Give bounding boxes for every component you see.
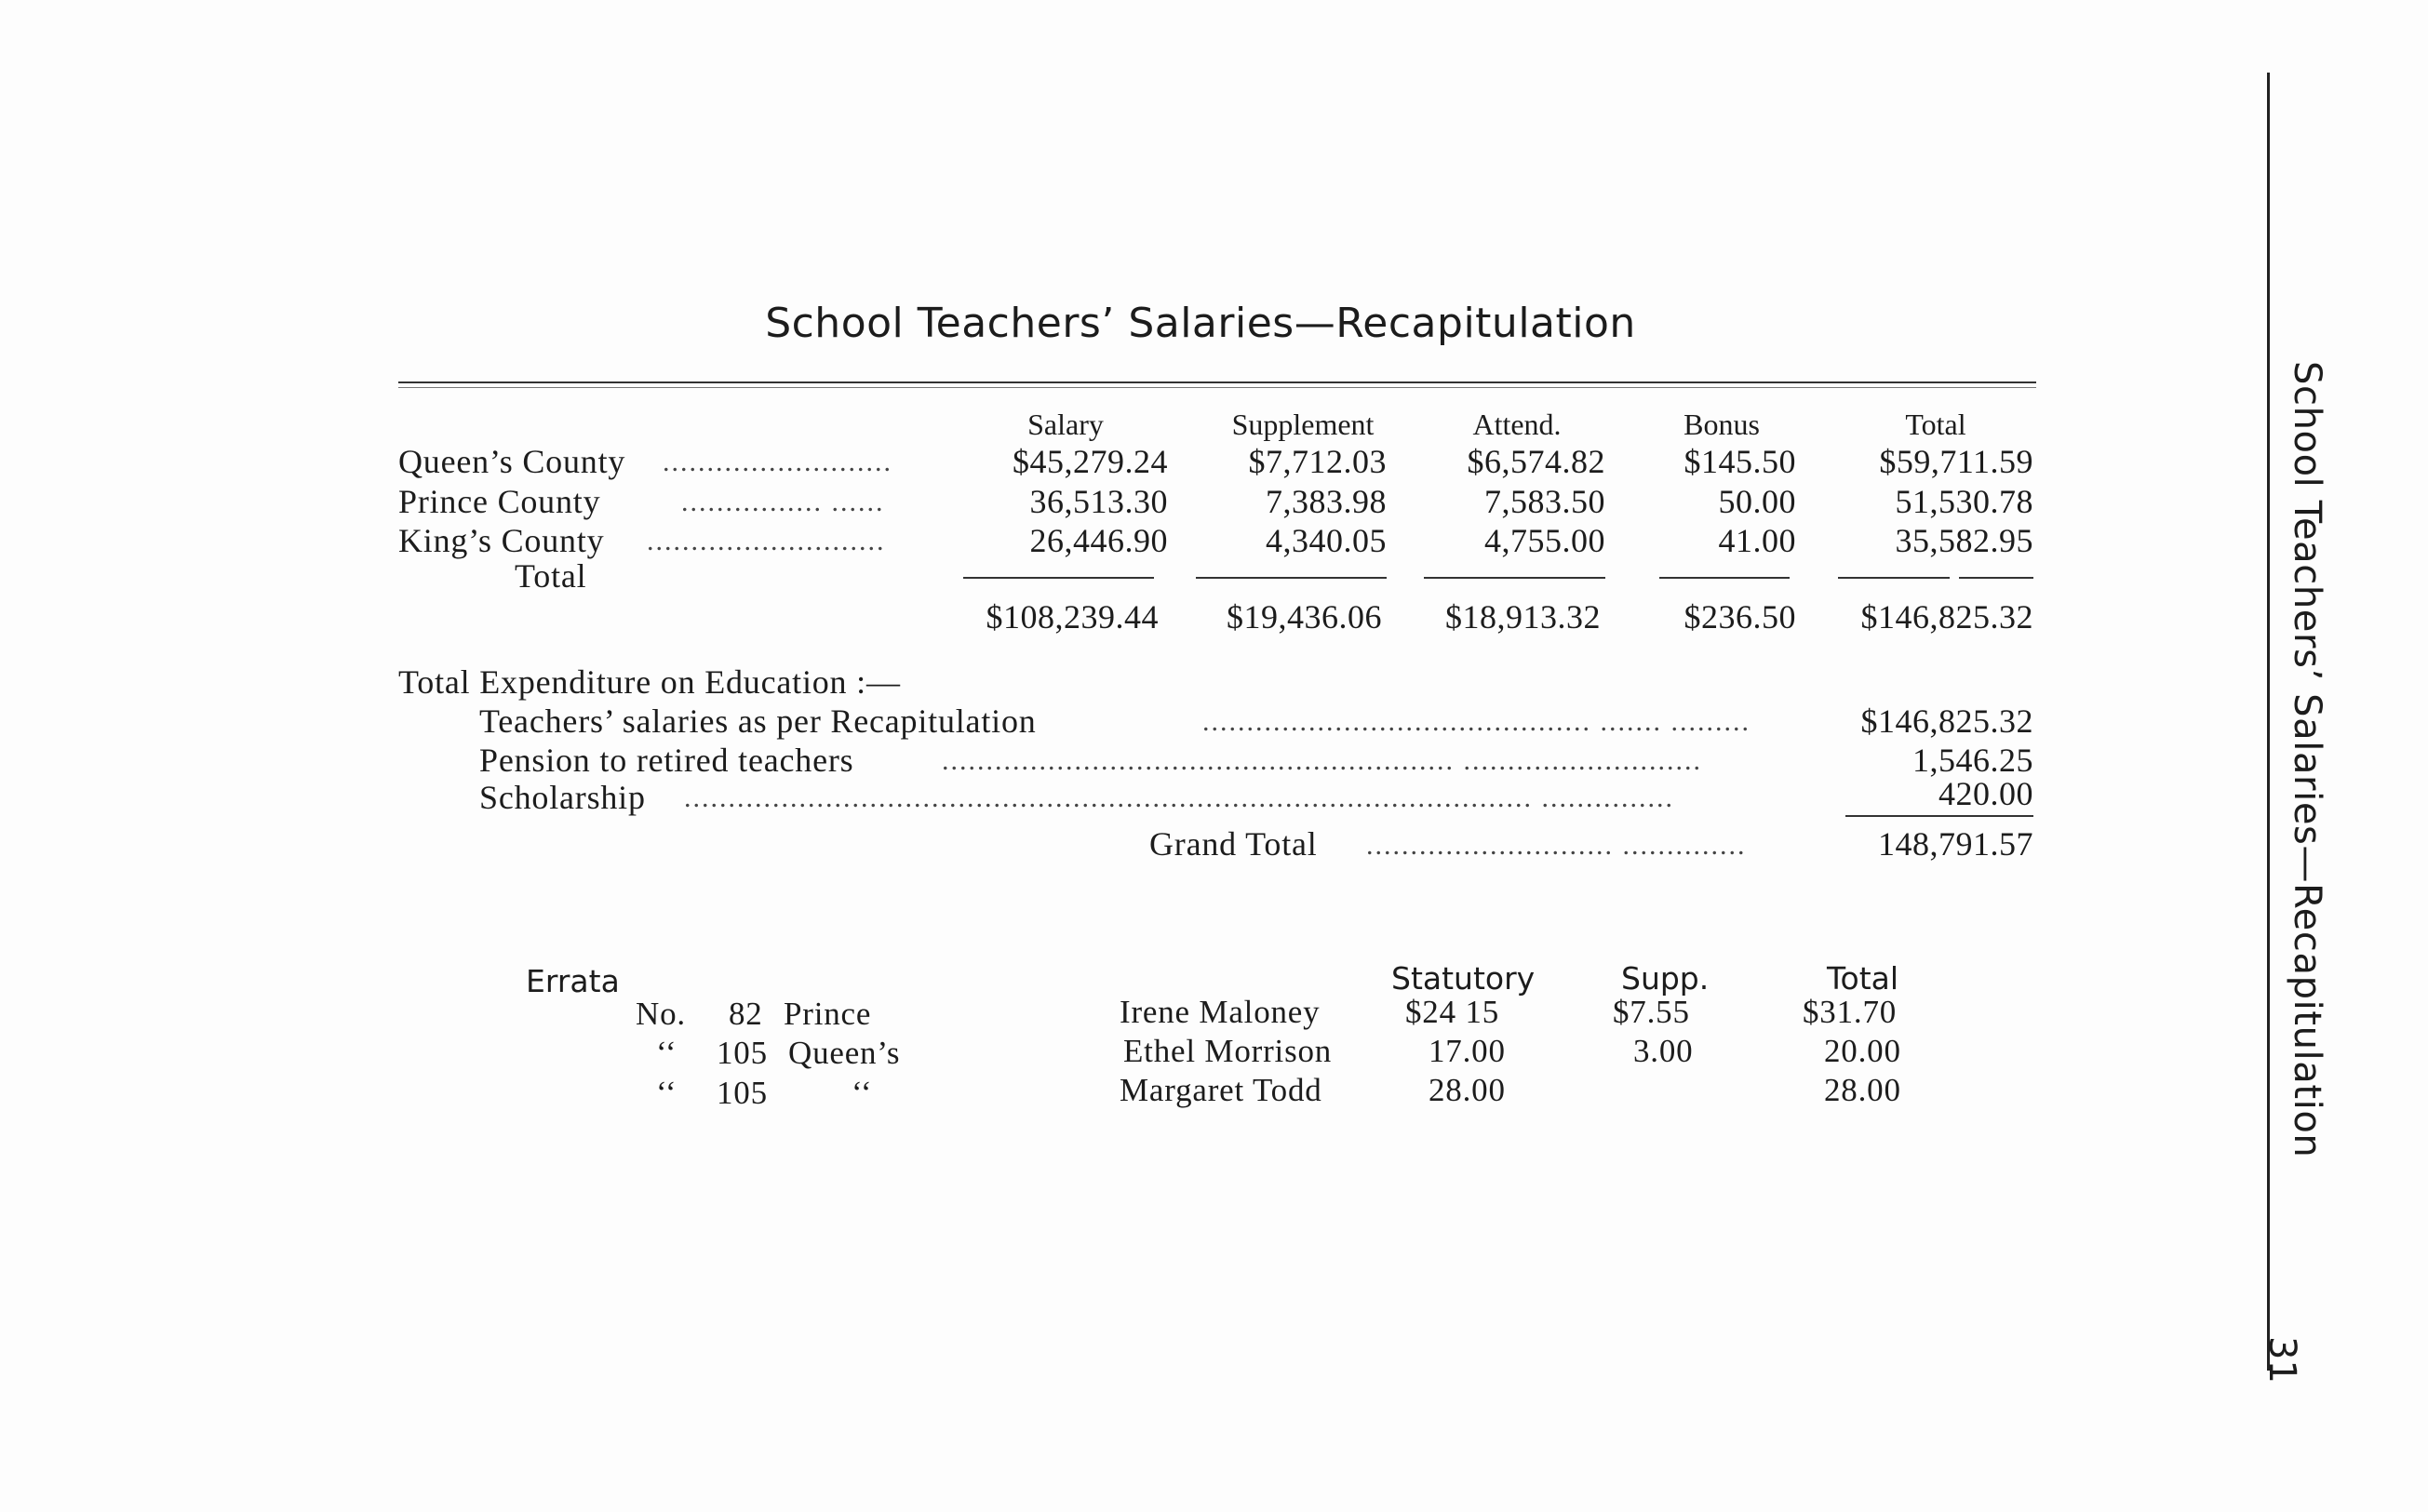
dot-leader: .......................................................... ........................... bbox=[942, 745, 1702, 776]
dot-leader: ........................... bbox=[647, 526, 886, 556]
cell-supplement: 4,340.05 bbox=[1266, 522, 1387, 559]
expenditure-value: 1,546.25 bbox=[1912, 742, 2033, 779]
row-label: Queen’s County bbox=[398, 443, 626, 480]
subtotal-rule-total-a bbox=[1838, 577, 1950, 579]
page-number: 31 bbox=[2260, 1336, 2303, 1384]
cell-bonus: $145.50 bbox=[1684, 443, 1796, 480]
errata-ref-num: 105 bbox=[717, 1035, 768, 1071]
top-rule bbox=[398, 381, 2036, 383]
errata-header-total: Total bbox=[1827, 960, 1899, 997]
dot-leader: ............................ .............. bbox=[1366, 830, 1747, 861]
subtotal-rule-attend bbox=[1424, 577, 1605, 579]
total-bonus: $236.50 bbox=[1684, 598, 1796, 636]
grand-total-label: Grand Total bbox=[1149, 825, 1318, 863]
row-label: King’s County bbox=[398, 522, 605, 559]
expenditure-label: Teachers’ salaries as per Recapitulation bbox=[479, 702, 1037, 740]
errata-ref-place: Queen’s bbox=[788, 1035, 901, 1071]
cell-attend: 4,755.00 bbox=[1484, 522, 1605, 559]
errata-total: 28.00 bbox=[1824, 1072, 1901, 1108]
cell-salary: 36,513.30 bbox=[1029, 483, 1168, 520]
errata-statutory: $24 15 bbox=[1405, 994, 1500, 1030]
cell-bonus: 41.00 bbox=[1718, 522, 1796, 559]
col-header-bonus: Bonus bbox=[1684, 408, 1760, 441]
page-title: School Teachers’ Salaries—Recapitulation bbox=[765, 300, 1636, 347]
col-header-supplement: Supplement bbox=[1231, 408, 1375, 441]
errata-name: Irene Maloney bbox=[1120, 994, 1321, 1030]
errata-name: Margaret Todd bbox=[1120, 1072, 1322, 1108]
expenditure-value: 420.00 bbox=[1938, 775, 2033, 812]
errata-label: Errata bbox=[526, 963, 620, 999]
expenditure-value: $146,825.32 bbox=[1860, 702, 2033, 740]
errata-ref-prefix: ‘‘ bbox=[656, 1035, 677, 1071]
dot-leader: .......................... bbox=[663, 447, 892, 477]
recap-total-label: Total bbox=[515, 557, 587, 595]
expenditure-label: Scholarship bbox=[479, 779, 646, 816]
subtotal-rule-bonus bbox=[1659, 577, 1790, 579]
errata-ref-prefix: ‘‘ bbox=[656, 1075, 677, 1111]
errata-statutory: 17.00 bbox=[1429, 1033, 1506, 1069]
margin-rule bbox=[2267, 73, 2270, 1371]
cell-total: 35,582.95 bbox=[1895, 522, 2033, 559]
col-header-salary: Salary bbox=[1027, 408, 1104, 441]
grand-total-value: 148,791.57 bbox=[1878, 825, 2033, 863]
expenditure-heading: Total Expenditure on Education :— bbox=[398, 663, 901, 701]
cell-attend: 7,583.50 bbox=[1484, 483, 1605, 520]
col-header-attend: Attend. bbox=[1472, 408, 1562, 441]
total-salary: $108,239.44 bbox=[986, 598, 1159, 636]
cell-supplement: $7,712.03 bbox=[1248, 443, 1387, 480]
running-title: School Teachers’ Salaries—Recapitulation bbox=[2286, 361, 2328, 1158]
top-rule-secondary bbox=[398, 387, 2036, 388]
errata-header-statutory: Statutory bbox=[1391, 960, 1536, 997]
cell-supplement: 7,383.98 bbox=[1266, 483, 1387, 520]
errata-name: Ethel Morrison bbox=[1123, 1033, 1333, 1069]
row-label: Prince County bbox=[398, 483, 601, 520]
total-supplement: $19,436.06 bbox=[1227, 598, 1382, 636]
errata-header-supp: Supp. bbox=[1621, 960, 1710, 997]
cell-salary: $45,279.24 bbox=[1013, 443, 1168, 480]
errata-ref-num: 82 bbox=[729, 996, 763, 1032]
errata-ref-place: ‘‘ bbox=[852, 1075, 873, 1111]
subtotal-rule-salary bbox=[963, 577, 1154, 579]
cell-attend: $6,574.82 bbox=[1467, 443, 1605, 480]
dot-leader: ................................................................................................ ............... bbox=[684, 783, 1674, 813]
cell-total: $59,711.59 bbox=[1879, 443, 2033, 480]
errata-total: $31.70 bbox=[1803, 994, 1898, 1030]
cell-bonus: 50.00 bbox=[1718, 483, 1796, 520]
dot-leader: ................ ...... bbox=[681, 487, 885, 517]
cell-salary: 26,446.90 bbox=[1029, 522, 1168, 559]
total-attend: $18,913.32 bbox=[1445, 598, 1601, 636]
errata-total: 20.00 bbox=[1824, 1033, 1901, 1069]
errata-ref-num: 105 bbox=[717, 1075, 768, 1111]
grand-total-rule bbox=[1845, 815, 2033, 817]
subtotal-rule-total-b bbox=[1959, 577, 2033, 579]
total-total: $146,825.32 bbox=[1860, 598, 2033, 636]
subtotal-rule-supplement bbox=[1196, 577, 1387, 579]
cell-total: 51,530.78 bbox=[1895, 483, 2033, 520]
col-header-total: Total bbox=[1905, 408, 1966, 441]
errata-ref-place: Prince bbox=[784, 996, 872, 1032]
errata-supp: 3.00 bbox=[1633, 1033, 1694, 1069]
errata-ref-prefix: No. bbox=[636, 996, 686, 1032]
errata-statutory: 28.00 bbox=[1429, 1072, 1506, 1108]
dot-leader: ............................................ ....... ......... bbox=[1202, 706, 1751, 737]
errata-supp: $7.55 bbox=[1613, 994, 1690, 1030]
expenditure-label: Pension to retired teachers bbox=[479, 742, 854, 779]
